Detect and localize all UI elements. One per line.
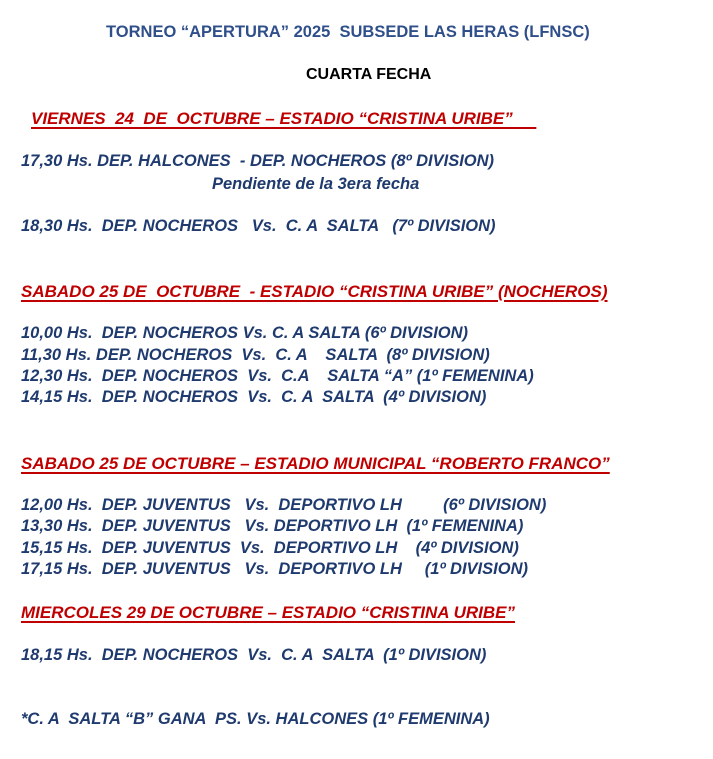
match-line: 13,30 Hs. DEP. JUVENTUS Vs. DEPORTIVO LH (1º FEMENINA) (21, 517, 524, 535)
venue-heading-wednesday: MIERCOLES 29 DE OCTUBRE – ESTADIO “CRISTINA URIBE” (21, 603, 515, 622)
match-line: 10,00 Hs. DEP. NOCHEROS Vs. C. A SALTA (6º DIVISION) (21, 324, 469, 342)
match-line: 17,15 Hs. DEP. JUVENTUS Vs. DEPORTIVO LH (1º DIVISION) (21, 560, 528, 578)
footnote: *C. A SALTA “B” GANA PS. Vs. HALCONES (1º FEMENINA) (21, 710, 490, 728)
venue-heading-friday: VIERNES 24 DE OCTUBRE – ESTADIO “CRISTINA URIBE” (31, 109, 537, 128)
match-line: 12,30 Hs. DEP. NOCHEROS Vs. C.A SALTA “A” (1º FEMENINA) (21, 367, 534, 385)
tournament-title: TORNEO “APERTURA” 2025 SUBSEDE LAS HERAS (LFNSC) (106, 23, 590, 41)
venue-heading-saturday-roberto-franco: SABADO 25 DE OCTUBRE – ESTADIO MUNICIPAL “ROBERTO FRANCO” (21, 454, 610, 473)
match-line: 11,30 Hs. DEP. NOCHEROS Vs. C. A SALTA (8º DIVISION) (21, 346, 490, 364)
round-title: CUARTA FECHA (306, 66, 432, 83)
match-line: 15,15 Hs. DEP. JUVENTUS Vs. DEPORTIVO LH (4º DIVISION) (21, 539, 519, 557)
match-pending-note: Pendiente de la 3era fecha (212, 175, 420, 193)
match-line: 12,00 Hs. DEP. JUVENTUS Vs. DEPORTIVO LH (6º DIVISION) (21, 496, 547, 514)
venue-heading-saturday-cristina-uribe: SABADO 25 DE OCTUBRE - ESTADIO “CRISTINA URIBE” (NOCHEROS) (21, 282, 608, 301)
match-line: 14,15 Hs. DEP. NOCHEROS Vs. C. A SALTA (4º DIVISION) (21, 388, 487, 406)
match-line: 17,30 Hs. DEP. HALCONES - DEP. NOCHEROS (8º DIVISION) (21, 152, 495, 170)
match-line: 18,15 Hs. DEP. NOCHEROS Vs. C. A SALTA (1º DIVISION) (21, 646, 487, 664)
match-line: 18,30 Hs. DEP. NOCHEROS Vs. C. A SALTA (7º DIVISION) (21, 217, 496, 235)
